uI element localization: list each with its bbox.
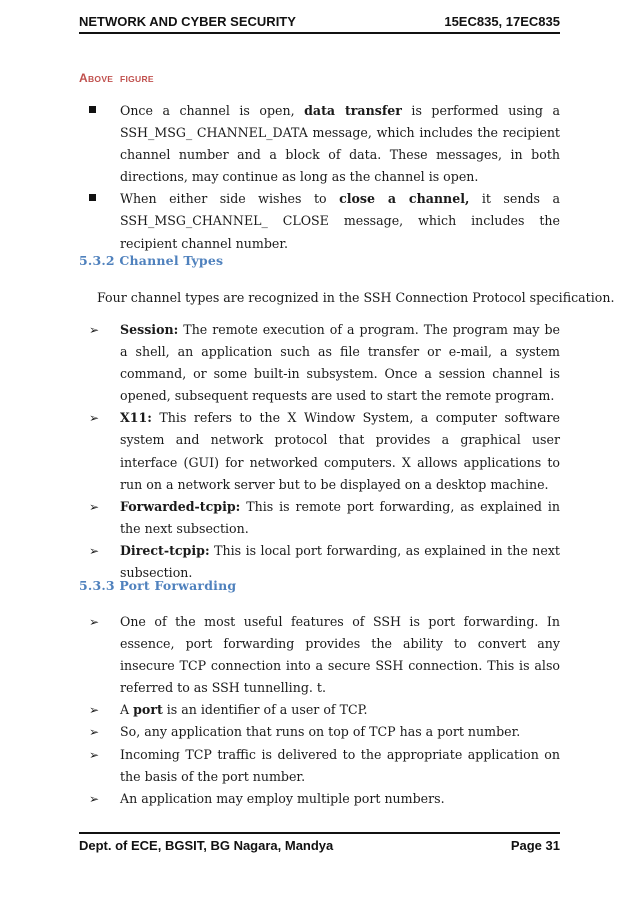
- arrow-bullet-icon: ➢: [89, 499, 100, 514]
- list-item: ➢ An application may employ multiple port numbers.: [79, 788, 560, 810]
- list-item: ➢ One of the most useful features of SSH is port forwarding. In essence, port forwarding provides the ability to convert any insecure TCP connection into a secure SSH connection. This is also referred to as SSH tunnelling. t.: [79, 611, 560, 699]
- list-item: ➢ So, any application that runs on top of TCP has a port number.: [79, 721, 560, 743]
- list-item: ➢ Session: The remote execution of a program. The program may be a shell, an application such as file transfer or e-mail, a system command, or some built-in subsystem. Once a session channel is opened, subsequent requests are used to start the remote program.: [79, 319, 560, 407]
- footer-department: Dept. of ECE, BGSIT, BG Nagara, Mandya: [79, 838, 334, 853]
- above-figure-initial: A: [79, 71, 88, 85]
- arrow-bullet-icon: ➢: [89, 411, 100, 426]
- arrow-bullet-icon: ➢: [89, 747, 100, 762]
- channel-bullets: [79, 100, 560, 255]
- arrow-bullet-icon: ➢: [89, 703, 100, 718]
- arrow-bullet-icon: ➢: [89, 323, 100, 337]
- header-course-code: 15EC835, 17EC835: [444, 13, 560, 29]
- channel-types-intro: Four channel types are recognized in the SSH Connection Protocol specification.: [97, 290, 615, 305]
- header-divider: [79, 32, 560, 34]
- section-title-port-forwarding: 5.3.3 Port Forwarding: [79, 578, 237, 593]
- square-bullet-icon: [89, 100, 109, 122]
- above-figure-rest: BOVE: [87, 74, 114, 84]
- header-course-title: NETWORK AND CYBER SECURITY: [79, 13, 296, 29]
- footer-divider: [79, 832, 560, 834]
- above-figure-label: [79, 71, 154, 85]
- list-item: When either side wishes to close a channel, it sends a SSH_MSG_CHANNEL_ CLOSE message, which includes the recipient channel number.: [79, 188, 560, 254]
- port-forwarding-list: [79, 611, 560, 810]
- arrow-bullet-icon: ➢: [89, 615, 100, 629]
- footer-page-number: Page 31: [510, 838, 560, 853]
- list-item: ➢ Direct-tcpip: This is local port forwarding, as explained in the next subsection.: [79, 540, 560, 584]
- above-figure-word2: FIGURE: [119, 74, 154, 84]
- list-item: ➢ Incoming TCP traffic is delivered to the appropriate application on the basis of the port number.: [79, 744, 560, 788]
- list-item: ➢ Forwarded-tcpip: This is remote port forwarding, as explained in the next subsection.: [79, 496, 560, 540]
- list-item: ➢ A port is an identifier of a user of TCP.: [79, 699, 560, 721]
- page-footer: [79, 838, 560, 853]
- square-bullet-icon: [89, 188, 109, 210]
- page-header: [79, 8, 560, 34]
- arrow-bullet-icon: ➢: [89, 725, 100, 740]
- section-title-channel-types: 5.3.2 Channel Types: [79, 253, 224, 268]
- list-item: Once a channel is open, data transfer is performed using a SSH_MSG_ CHANNEL_DATA message, which includes the recipient channel number and a block of data. These messages, in both directions, may continue as long as the channel is open.: [79, 100, 560, 188]
- arrow-bullet-icon: ➢: [89, 791, 100, 806]
- arrow-bullet-icon: ➢: [89, 543, 100, 558]
- list-item: ➢ X11: This refers to the X Window System, a computer software system and network protocol that provides a graphical user interface (GUI) for networked computers. X allows applications to run on a network server but to be displayed on a desktop machine.: [79, 407, 560, 495]
- channel-types-list: [79, 319, 560, 584]
